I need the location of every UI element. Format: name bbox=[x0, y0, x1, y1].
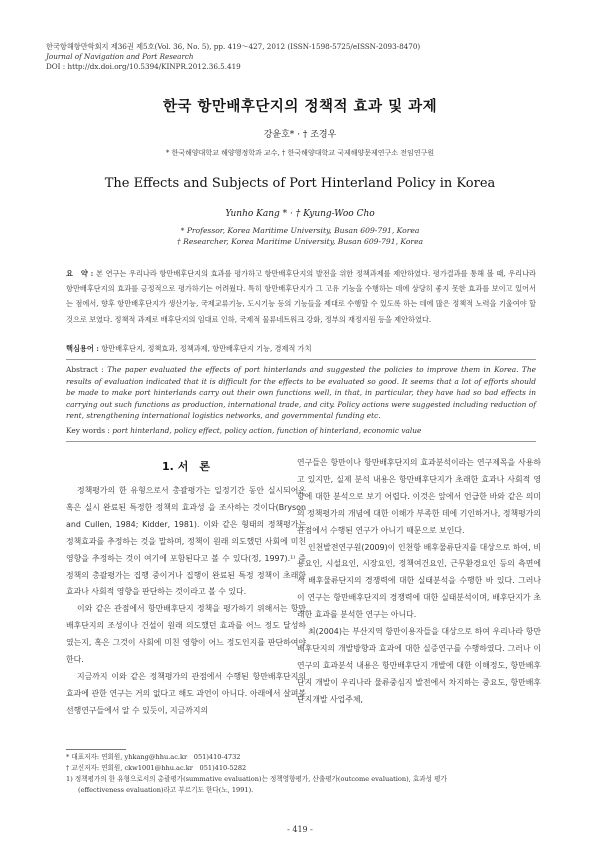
footnote-divider bbox=[66, 749, 126, 750]
footnotes bbox=[66, 752, 541, 796]
affiliation-english bbox=[0, 225, 600, 247]
paragraph: 이와 같은 관점에서 항만배후단지 정책을 평가하기 위해서는 항만배후단지의 조성이나 건설이 원래 의도했던 효과를 어느 정도 달성하였는지, 혹은 그것이 사회에 미친 영향이 어느 정도인지를 판단하여야 한다. bbox=[66, 604, 306, 665]
paragraph: 정책평가의 한 유형으로서 총괄평가는 일정기간 동안 실시되어온 혹은 실시 완료된 특정한 정책의 효과성 을 조사하는 것이다(Bryson and Cullen, 1984; Kidder, 1981). 이와 같은 형태의 정책평가는 정책효과를 추정하는 것을 말하며, 정책이 원래 의도했던 사회에 미친 영향을 추정하는 것이 여기에 포함된다고 볼 수 있다(정, 1997).¹⁾ 즉 정책의 총괄평가는 집행 중이거나 집행이 완료된 특정 정책이 초래한 효과나 사회적 영향을 판단하는 것이라고 볼 수 있다. bbox=[66, 486, 306, 597]
footnote-first-author: * 대표저자: 연회원, yhkang@hhu.ac.kr 051)410-4732 bbox=[66, 753, 241, 761]
abstract-english-label: Abstract : bbox=[66, 365, 104, 374]
journal-header bbox=[46, 42, 420, 72]
abstract-english-text: The paper evaluated the effects of port hinterlands and suggested the policies to improve them in Korea. The results of evaluation indicated that it is difficult for the effects to be evaluated so good. It seems that a lot of efforts should be made to make port hinterlands carry out their own functions well, in that, in particular, they have had so bad effects in carrying out such functions as production, international trade, and city. Policy actions were suggested including reduction of rent, strengthening international logistics networks, and governmental funding etc. bbox=[66, 365, 536, 421]
keywords-korean bbox=[66, 344, 536, 354]
doi-link[interactable]: DOI : http://dx.doi.org/10.5394/KINPR.2012.36.5.419 bbox=[46, 62, 241, 71]
footnote-1-continued: (effectiveness evaluation)라고 부르기도 한다(노, 1991). bbox=[78, 786, 254, 794]
page-number: - 419 - bbox=[287, 825, 313, 834]
keywords-korean-label: 핵심용어 : bbox=[66, 344, 99, 353]
affiliation-korean: * 한국해양대학교 해양행정학과 교수, † 한국해양대학교 국제해양문제연구소 전임연구원 bbox=[165, 149, 435, 157]
abstract-english bbox=[66, 364, 536, 422]
journal-name-en: Journal of Navigation and Port Research bbox=[46, 52, 194, 61]
affiliation-english-2: † Researcher, Korea Maritime University, Busan 609-791, Korea bbox=[176, 237, 424, 246]
keywords-english-text: port hinterland, policy effect, policy action, function of hinterland, economic value bbox=[112, 426, 422, 435]
body-column-right bbox=[297, 455, 541, 709]
affiliation-english-1: * Professor, Korea Maritime University, Busan 609-791, Korea bbox=[180, 226, 420, 235]
keywords-divider bbox=[66, 441, 536, 442]
footnote-corresponding-author: † 교신저자: 연회원, ckw1001@hhu.ac.kr 051)410-5282 bbox=[66, 764, 247, 772]
paragraph: 인천발전연구원(2009)이 인천항 배후물류단지를 대상으로 하여, 비용요인, 시설요인, 시장요인, 정책여건요인, 근무환경요인 등의 측면에서 배후물류단지의 경쟁력에 대한 실태분석을 수행한 바 있다. 그러나 이 연구는 항만배후단지의 경쟁력에 대한 실태분석이며, 배후단지가 초래한 효과를 분석한 연구는 아니다. bbox=[297, 542, 541, 620]
paragraph: 지금까지 이와 같은 정책평가의 관점에서 수행된 항만배후단지의 효과에 관한 연구는 거의 없다고 해도 과언이 아니다. 아래에서 살펴볼 선행연구들에서 알 수 있듯이, 지금까지의 bbox=[66, 671, 306, 715]
journal-citation: 한국항해항만학회지 제36권 제5호(Vol. 36, No. 5), pp. 419～427, 2012 (ISSN-1598-5725/eISSN-2093-8470) bbox=[46, 42, 421, 51]
section-heading-introduction: 1. 서 론 bbox=[162, 460, 210, 473]
paper-title-korean: 한국 항만배후단지의 정책적 효과 및 과제 bbox=[162, 98, 438, 115]
keywords-korean-text: 항만배후단지, 정책효과, 정책과제, 항만배후단지 기능, 경제적 가치 bbox=[101, 344, 312, 353]
body-column-left bbox=[66, 483, 306, 720]
abstract-korean-label: 요 약 : bbox=[66, 269, 94, 278]
footnote-1: 1) 정책평가의 한 유형으로서의 총괄평가(summative evaluation)는 정책영향평가, 산출평가(outcome evaluation), 효과성 평가 bbox=[66, 775, 447, 783]
authors-english: Yunho Kang * · † Kyung-Woo Cho bbox=[225, 209, 375, 219]
paragraph: 연구들은 항만이나 항만배후단지의 효과분석이라는 연구제목을 사용하고 있지만, 실제 분석 내용은 항만배후단지가 초래한 효과나 사회적 영향에 대한 분석으로 보기 어렵다. 이것은 앞에서 언급한 바와 같은 의미의 정책평가의 개념에 대한 이해가 부족한 데에 기인하거나, 정책평가의 관점에서 수행된 연구가 아니기 때문으로 보인다. bbox=[297, 458, 541, 535]
paper-title-english: The Effects and Subjects of Port Hinterland Policy in Korea bbox=[104, 176, 496, 191]
abstract-divider bbox=[66, 359, 536, 360]
abstract-korean bbox=[66, 266, 536, 327]
keywords-english bbox=[66, 426, 536, 435]
keywords-english-label: Key words : bbox=[66, 426, 110, 435]
paragraph: 최(2004)는 부산지역 항만이용자들을 대상으로 하여 우리나라 항만배후단지의 개발방향과 효과에 대한 실증연구를 수행하였다. 그러나 이 연구의 효과분석 내용은 항만배후단지 개발에 대한 이해정도, 항만배후단지 개발이 우리나라 물류중심지 발전에서 차지하는 중요도, 항만배후단지개발 사업주체, bbox=[297, 627, 541, 704]
authors-korean: 강윤호* · † 조경우 bbox=[263, 130, 337, 140]
abstract-korean-text: 본 연구는 우리나라 항만배후단지의 효과를 평가하고 항만배후단지의 발전을 위한 정책과제를 제안하였다. 평가결과를 통해 볼 때, 우리나라 항만배후단지의 효과를 긍정적으로 평가하기는 어려웠다. 특히 항만배후단지가 그 고유 기능을 수행하는 데에 상당히 좋지 못한 효과를 보이고 있어서는 점에서, 향후 항만배후단지가 생산기능, 국제교류기능, 도시기능 등의 기능들을 제대로 수행할 수 있도록 하는 데에 많은 정책적 노력을 기울여야 할 것으로 보였다. 정책적 과제로 배후단지의 임대료 인하, 국제적 물류네트워크 강화, 정부의 재정지원 등을 제안하였다. bbox=[66, 269, 537, 324]
